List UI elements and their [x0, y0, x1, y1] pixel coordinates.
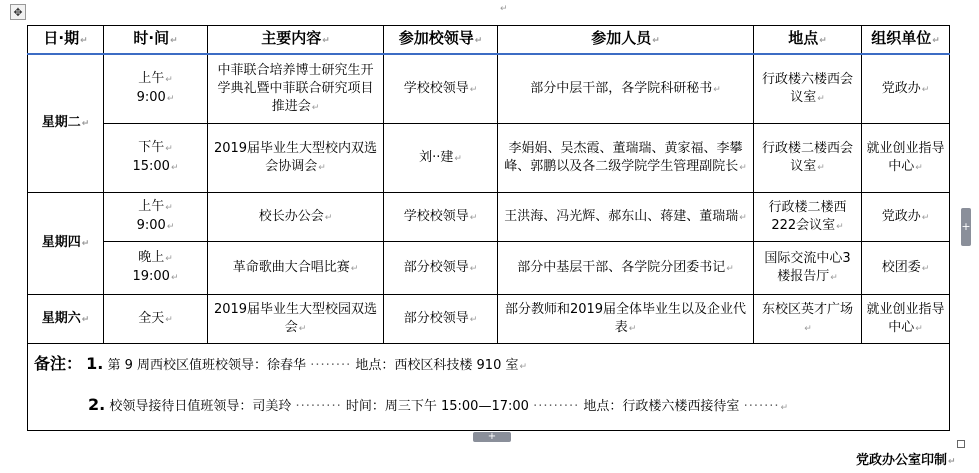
org-cell[interactable]: 就业创业指导中心↵ [862, 295, 950, 344]
org-cell[interactable]: 校团委↵ [862, 242, 950, 295]
time-cell[interactable]: 全天↵ [104, 295, 208, 344]
content-cell[interactable]: 2019届毕业生大型校内双选会协调会↵ [208, 124, 384, 193]
notes-cell[interactable] [28, 344, 950, 431]
content-cell[interactable]: 校长办公会↵ [208, 193, 384, 242]
place-cell[interactable]: 行政楼二楼西222会议室↵ [754, 193, 862, 242]
time-cell[interactable]: 下午↵ 15:00↵ [104, 124, 208, 193]
people-cell[interactable]: 李娟娟、吴杰霞、董瑞瑞、黄家福、李攀峰、郭鹏以及各二级学院学生管理副院长↵ [498, 124, 754, 193]
header-people: 参加人员↵ [498, 26, 754, 55]
org-cell[interactable]: 就业创业指导中心↵ [862, 124, 950, 193]
time-cell[interactable]: 上午↵ 9:00↵ [104, 193, 208, 242]
paragraph-mark-icon: ↵ [500, 4, 508, 14]
table-row [28, 124, 950, 193]
people-cell[interactable]: 部分教师和2019届全体毕业生以及企业代表↵ [498, 295, 754, 344]
people-cell[interactable]: 部分中层干部，各学院科研秘书↵ [498, 54, 754, 124]
leader-cell[interactable]: 部分校领导↵ [384, 295, 498, 344]
table-row [28, 295, 950, 344]
header-content: 主要内容↵ [208, 26, 384, 55]
header-date: 日·期↵ [28, 26, 104, 55]
move-table-icon[interactable]: ✥ [10, 4, 26, 20]
place-cell[interactable]: 东校区英才广场↵ [754, 295, 862, 344]
table-row [28, 193, 950, 242]
day-cell[interactable]: 星期四↵ [28, 193, 104, 295]
leader-cell[interactable]: 学校校领导↵ [384, 54, 498, 124]
plus-icon[interactable]: + [961, 208, 971, 246]
leader-cell[interactable]: 刘··建↵ [384, 124, 498, 193]
header-leader: 参加校领导↵ [384, 26, 498, 55]
header-org: 组织单位↵ [862, 26, 950, 55]
leader-cell[interactable]: 部分校领导↵ [384, 242, 498, 295]
footer-printer: 党政办公室印制↵ [856, 453, 956, 468]
people-cell[interactable]: 王洪海、冯光辉、郝东山、蒋建、董瑞瑞↵ [498, 193, 754, 242]
content-cell[interactable]: 2019届毕业生大型校园双选会↵ [208, 295, 384, 344]
header-row [28, 26, 950, 55]
time-cell[interactable]: 上午↵ 9:00↵ [104, 54, 208, 124]
time-cell[interactable]: 晚上↵ 19:00↵ [104, 242, 208, 295]
table-row [28, 54, 950, 124]
header-place: 地点↵ [754, 26, 862, 55]
note-line-1: 备注： 1. 第 9 周西校区值班校领导：徐春华 ········ 地点：西校区科技楼 910 室↵ [34, 354, 528, 373]
note-line-2: 2. 校领导接待日值班领导：司美玲 ········· 时间：周三下午 15:00—17:00 ········· 地点：行政楼六楼西接待室 ·······↵ [88, 395, 789, 414]
place-cell[interactable]: 行政楼二楼西会议室↵ [754, 124, 862, 193]
people-cell[interactable]: 部分中基层干部、各学院分团委书记↵ [498, 242, 754, 295]
day-cell[interactable]: 星期六↵ [28, 295, 104, 344]
schedule-table [27, 25, 950, 431]
notes-row [28, 344, 950, 431]
place-cell[interactable]: 行政楼六楼西会议室↵ [754, 54, 862, 124]
content-cell[interactable]: 革命歌曲大合唱比赛↵ [208, 242, 384, 295]
header-time: 时·间↵ [104, 26, 208, 55]
content-cell[interactable]: 中菲联合培养博士研究生开学典礼暨中菲联合研究项目推进会↵ [208, 54, 384, 124]
place-cell[interactable]: 国际交流中心3楼报告厅↵ [754, 242, 862, 295]
day-cell[interactable]: 星期二↵ [28, 54, 104, 193]
leader-cell[interactable]: 学校校领导↵ [384, 193, 498, 242]
plus-icon[interactable]: + [473, 432, 511, 442]
org-cell[interactable]: 党政办↵ [862, 54, 950, 124]
resize-table-handle[interactable] [957, 440, 965, 448]
table-row [28, 242, 950, 295]
org-cell[interactable]: 党政办↵ [862, 193, 950, 242]
